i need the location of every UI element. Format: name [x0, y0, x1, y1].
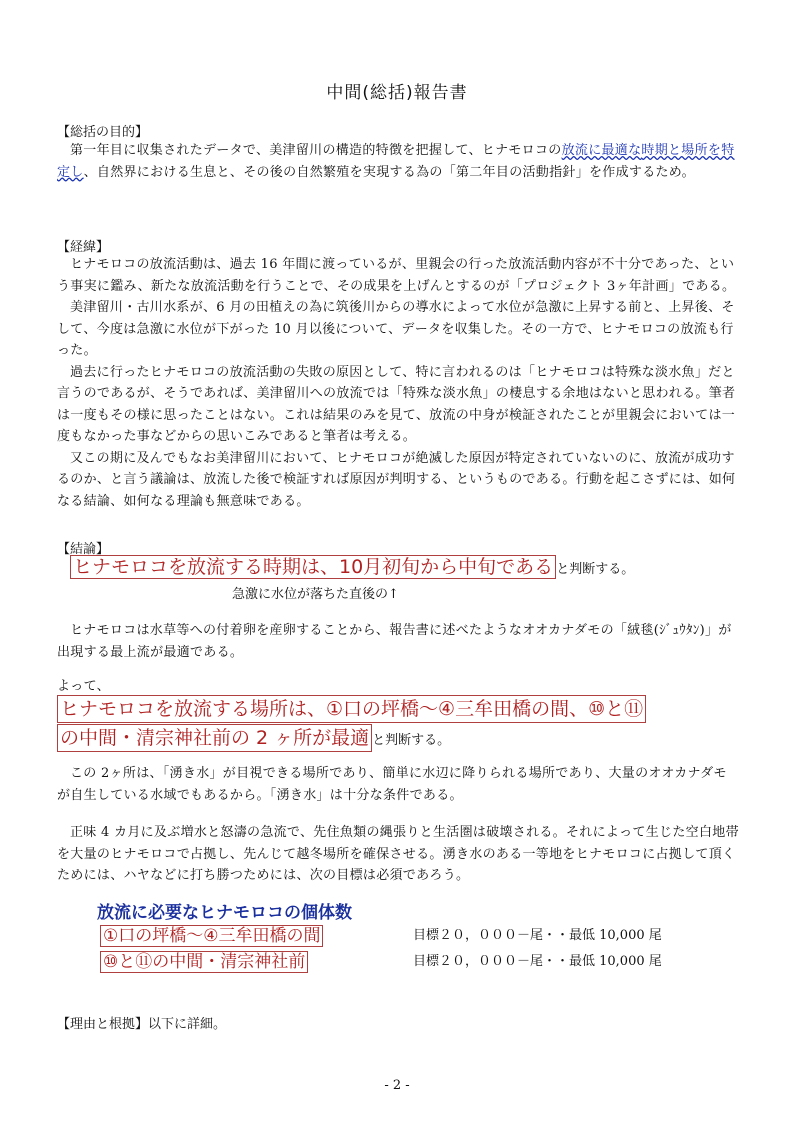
purpose-body: [57, 140, 739, 183]
background-body: [57, 254, 739, 512]
purpose-link-a[interactable]: 放流に最適な: [561, 143, 642, 158]
reasons-heading: 【理由と根拠】以下に詳細。: [57, 1017, 227, 1032]
target-row: [100, 921, 662, 946]
page-number: - 2 -: [384, 1078, 410, 1093]
target-goal: 目標２０，０００－尾・・最低 10,000 尾: [413, 954, 662, 969]
place-statement-line-2: の中間・清宗神社前の 2 ヶ所が最適: [57, 724, 372, 752]
background-heading: 【経緯】: [57, 240, 110, 255]
explain-1-block: [57, 620, 739, 663]
timing-statement: ヒナモロコを放流する時期は、10月初旬から中旬である: [70, 555, 556, 579]
place-suffix: と判断する。: [372, 733, 451, 748]
timing-note: 急激に水位が落ちた直後の↑: [232, 587, 399, 602]
target-place: ⑩と⑪の中間・清宗神社前: [100, 951, 308, 973]
purpose-link-b[interactable]: 時期と場所を特定し: [57, 143, 735, 180]
background-paragraph-1: ヒナモロコの放流活動は、過去 16 年間に渡っているが、里親会の行った放流活動内容が不十分であった、という事実に鑑み、新たな放流活動を行うことで、その成果を上げんとするのが「プロジェクト 3ヶ年計画」である。: [57, 257, 736, 294]
explain-paragraph-2: この 2ヶ所は、「湧き水」が目視できる場所であり、簡単に水辺に降りられる場所であり、大量のオオカナダモが自生している水域でもあるから。「湧き水」は十分な条件である。: [57, 766, 727, 803]
explain-3-block: [57, 822, 739, 887]
therefore-text: よって、: [57, 679, 110, 694]
purpose-text-a: 第一年目に収集されたデータで、美津留川の構造的特徴を把握して、ヒナモロコの: [70, 143, 562, 158]
target-row: [100, 947, 662, 972]
explain-paragraph-1: ヒナモロコは水草等への付着卵を産卵することから、報告書に述べたようなオオカナダモの「絨毯(ｼﾞｭｳﾀﾝ)」が出現する最上流が最適である。: [57, 623, 732, 660]
purpose-paragraph: [57, 140, 739, 183]
target-goal: 目標２０，０００－尾・・最低 10,000 尾: [413, 928, 662, 943]
purpose-heading: 【総括の目的】: [57, 125, 149, 140]
purpose-text-b: 、自然界における生息と、その後の自然繁殖を実現する為の「第二年目の活動指針」を作成するため。: [83, 164, 695, 180]
place-statement-line-1: ヒナモロコを放流する場所は、①口の坪橋～④三牟田橋の間、⑩と⑪: [57, 695, 646, 723]
targets-subtitle: 放流に必要なヒナモロコの個体数: [97, 903, 352, 923]
background-paragraph-4: 又この期に及んでもなお美津留川において、ヒナモロコが絶滅した原因が特定されていないのに、放流が成功するのか、と言う議論は、放流した後で検証すれば原因が判明する、というものである。行動を起こさずには、如何なる結論、如何なる理論も無意味である。: [57, 450, 736, 509]
timing-suffix: と判断する。: [556, 562, 635, 577]
conclusion-heading: 【結論】: [57, 542, 110, 557]
page-title: 中間(総括)報告書: [326, 83, 468, 103]
timing-conclusion: [70, 554, 634, 583]
explain-paragraph-3: 正味 4 カ月に及ぶ増水と怒濤の急流で、先住魚類の縄張りと生活圏は破壊される。それによって生じた空白地帯を大量のヒナモロコで占拠し、先んじて越冬場所を確保させる。湧き水のある一等地をヒナモロコに占拠して頂くためには、ハヤなどに打ち勝つためには、次の目標は必須であろう。: [57, 825, 739, 883]
place-conclusion: [57, 695, 747, 754]
explain-2-block: [57, 763, 739, 806]
target-place: ①口の坪橋～④三牟田橋の間: [100, 925, 323, 947]
background-paragraph-2: 美津留川・古川水系が、6 月の田植えの為に筑後川からの導水によって水位が急激に上昇する前と、上昇後、そして、今度は急激に水位が下がった 10 月以後について、データを収集した。その一方で、ヒナモロコの放流も行った。: [57, 300, 735, 358]
background-paragraph-3: 過去に行ったヒナモロコの放流活動の失敗の原因として、特に言われるのは「ヒナモロコは特殊な淡水魚」だと言うのであるが、そうであれば、美津留川への放流では「特殊な淡水魚」の棲息する余地はないと思われる。筆者は一度もその様に思ったことはない。これは結果のみを見て、放流の中身が検証されたことが里親会においては一度もなかった事などからの思いこみであると筆者は考える。: [57, 364, 736, 444]
